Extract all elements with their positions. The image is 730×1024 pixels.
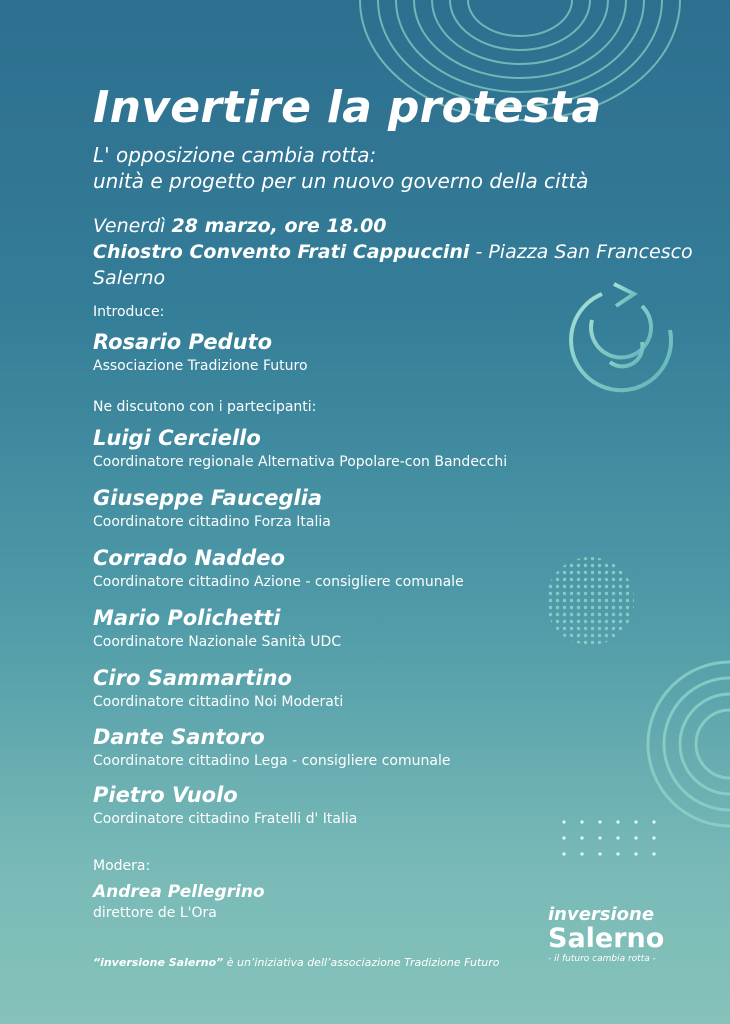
speaker-role: Coordinatore cittadino Azione - consigliere comunale <box>93 574 464 590</box>
footer-note <box>93 956 499 969</box>
speaker-2 <box>93 544 464 592</box>
event-date-time: 28 marzo, ore 18.00 <box>171 215 387 237</box>
intro-name: Rosario Peduto <box>93 330 273 354</box>
moderator-name: Andrea Pellegrino <box>93 882 265 902</box>
discussants-label: Ne discutono con i partecipanti: <box>93 399 317 415</box>
speaker-role: Coordinatore cittadino Fratelli d' Italia <box>93 811 358 827</box>
inversione-salerno-logo <box>548 905 664 965</box>
speaker-name: Giuseppe Fauceglia <box>93 486 323 510</box>
subtitle-line-1: L' opposizione cambia rotta: <box>93 143 377 167</box>
dot-grid-decoration <box>558 816 658 864</box>
logo-line-1: inversione <box>548 904 655 925</box>
speaker-0 <box>93 424 507 472</box>
event-separator: - <box>469 241 489 263</box>
intro-label: Introduce: <box>93 304 165 320</box>
moderator-section <box>93 856 265 923</box>
speaker-role: Coordinatore cittadino Lega - consigliere comunale <box>93 753 451 769</box>
intro-section <box>93 302 308 376</box>
rotate-arrows-icon <box>562 280 682 404</box>
speaker-name: Mario Polichetti <box>93 606 281 630</box>
speaker-role: Coordinatore regionale Alternativa Popolare-con Bandecchi <box>93 454 508 470</box>
speaker-4 <box>93 664 343 712</box>
event-day: Venerdì <box>93 215 166 237</box>
concentric-circles-decoration <box>642 656 730 832</box>
moderator-role: direttore de L'Ora <box>93 905 217 921</box>
logo-tagline: - il futuro cambia rotta - <box>548 954 656 964</box>
speaker-role: Coordinatore cittadino Forza Italia <box>93 514 331 530</box>
speaker-5 <box>93 723 450 771</box>
speaker-name: Pietro Vuolo <box>93 783 238 807</box>
speaker-name: Ciro Sammartino <box>93 666 292 690</box>
event-city: Salerno <box>93 267 166 289</box>
speaker-role: Coordinatore cittadino Noi Moderati <box>93 694 344 710</box>
speaker-1 <box>93 484 331 532</box>
speaker-3 <box>93 604 341 652</box>
logo-line-2: Salerno <box>548 923 665 954</box>
subtitle-line-2: unità e progetto per un nuovo governo della città <box>93 169 589 193</box>
poster-subtitle <box>93 142 589 194</box>
footer-text: è un’iniziativa dell’associazione Tradizione Futuro <box>223 956 500 969</box>
event-details <box>93 213 693 291</box>
intro-role: Associazione Tradizione Futuro <box>93 358 308 374</box>
poster-title: Invertire la protesta <box>93 82 602 133</box>
moderator-label: Modera: <box>93 858 151 874</box>
speaker-name: Corrado Naddeo <box>93 546 285 570</box>
event-datetime <box>93 213 693 239</box>
event-location <box>93 239 693 265</box>
footer-brand: “inversione Salerno” <box>93 956 224 969</box>
event-venue: Chiostro Convento Frati Cappuccini <box>93 241 470 263</box>
event-address: Piazza San Francesco <box>488 241 693 263</box>
speaker-role: Coordinatore Nazionale Sanità UDC <box>93 634 342 650</box>
speaker-name: Dante Santoro <box>93 725 265 749</box>
speaker-name: Luigi Cerciello <box>93 426 261 450</box>
dotted-sphere-decoration <box>540 555 640 647</box>
speaker-6 <box>93 781 357 829</box>
